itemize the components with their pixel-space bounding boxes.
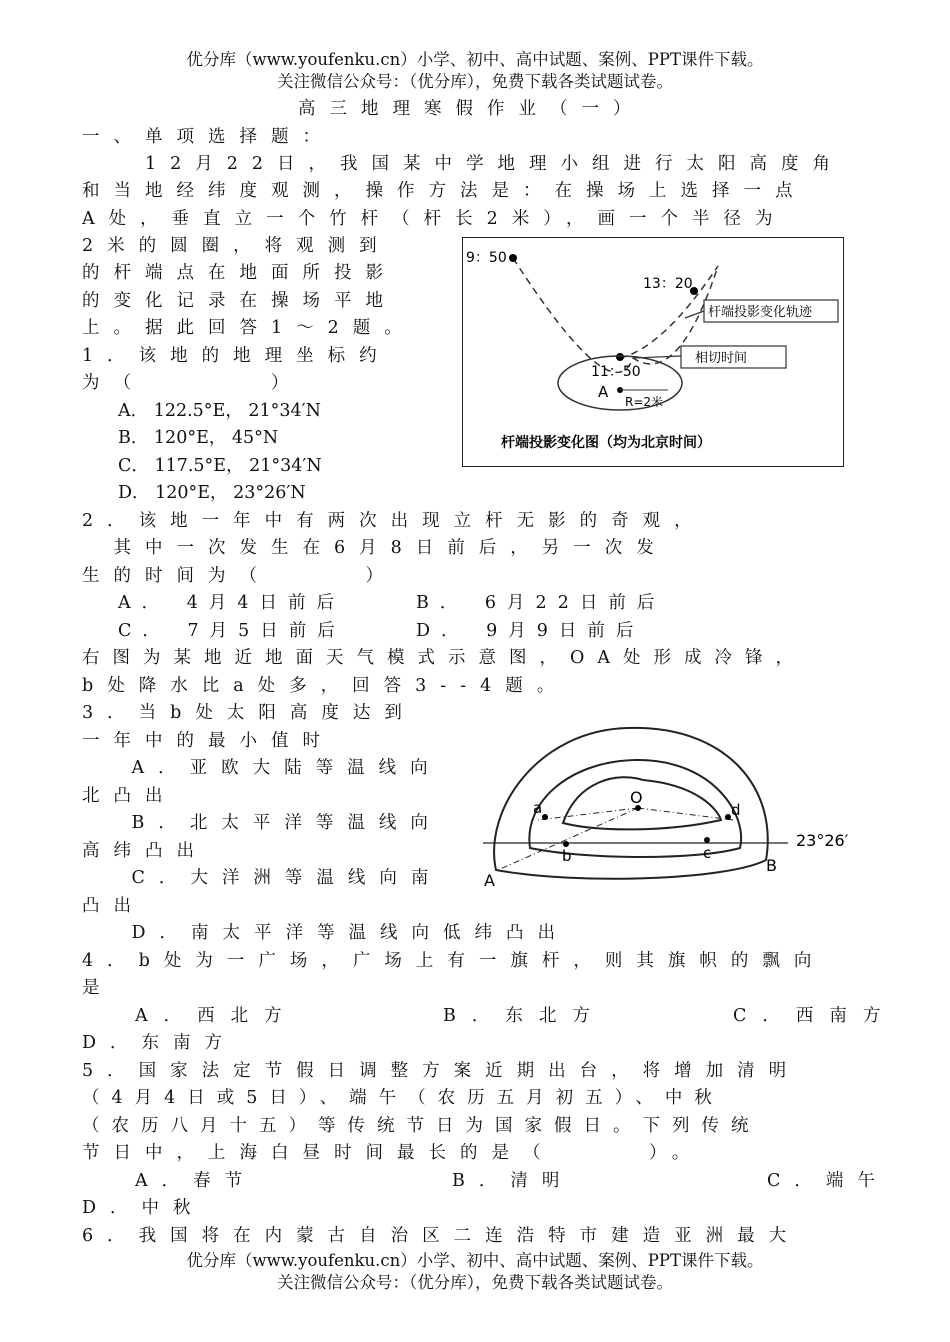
q4-option-a: A．西北方 (135, 1006, 298, 1026)
weather-pattern-figure (478, 720, 898, 890)
q1-stem: 为（ ） (82, 373, 303, 393)
q4-option-b: B．东北方 (443, 1006, 606, 1026)
label-a-small: a (533, 799, 543, 817)
intro-line: 上。据此回答1～2题。 (82, 318, 416, 338)
q4-stem: 4．b处为一广场，广场上有一旗杆，则其旗帜的飘向 (82, 951, 826, 971)
site-header-line-2: 关注微信公众号：（优分库），免费下载各类试题试卷。 (277, 72, 673, 91)
site-footer-line-2: 关注微信公众号：（优分库），免费下载各类试题试卷。 (277, 1273, 673, 1292)
label-o: O (630, 788, 643, 807)
label-A: A (484, 871, 495, 890)
label-b-small: b (562, 847, 572, 865)
q3-option-a: A．亚欧大陆等温线向 (100, 758, 442, 778)
time-label-1320: 13：20 (643, 276, 693, 292)
point-a-label: A (598, 383, 609, 401)
page-title: 高三地理寒假作业（一） (298, 99, 645, 119)
latitude-label: 23°26′ (796, 831, 849, 850)
tangent-callout: 相切时间 (695, 351, 748, 366)
intro-line: 2米的圆圈，将观测到 (82, 236, 391, 256)
point-1150 (616, 353, 624, 361)
q3-option-b: 高纬凸出 (82, 841, 208, 861)
intro-line: 12月22日，我国某中学地理小组进行太阳高度角 (82, 154, 845, 174)
q3-option-c: 凸出 (82, 896, 145, 916)
track-callout: 杆端投影变化轨迹 (708, 305, 813, 320)
shadow-track-figure (462, 237, 844, 467)
intro-line: A处，垂直立一个竹杆（杆长2米），画一个半径为 (82, 209, 787, 229)
intro-line: 和当地经纬度观测，操作方法是：在操场上选择一点 (82, 181, 807, 201)
time-label-1150: 11：50 (591, 364, 641, 380)
label-c-small: c (703, 844, 712, 862)
q5-stem: （4月4日或5日）、端午（农历五月初五）、中秋 (82, 1088, 724, 1108)
figure-caption: 杆端投影变化图（均为北京时间） (501, 435, 711, 451)
intro-line: 的杆端点在地面所投影 (82, 263, 397, 283)
q3-option-a: 北凸出 (82, 786, 177, 806)
q3-option-c: C．大洋洲等温线向南 (100, 868, 443, 888)
q4-option-d: D．东南方 (82, 1033, 237, 1053)
point-0950 (509, 254, 517, 262)
q5-option-a: A．春节 (135, 1171, 257, 1191)
q1-option-b: B． 120°E， 45°N (118, 428, 279, 448)
section-heading: 一、单项选择题： (82, 127, 334, 147)
q3-stem: 一年中的最小值时 (82, 731, 334, 751)
q2-option-a: A． 4月4日前后 (118, 593, 345, 613)
q4-option-c: C．西南方 (733, 1006, 897, 1026)
site-header-line-1: 优分库（www.youfenku.cn）小学、初中、高中试题、案例、PPT课件下载。 (186, 50, 764, 69)
weather-intro: b处降水比a处多，回答3--4题。 (82, 676, 569, 696)
q5-option-c: C．端午 (767, 1171, 889, 1191)
time-label-0950: 9：50 (466, 250, 507, 266)
q2-option-b: B． 6月22日前后 (416, 593, 666, 613)
label-B: B (766, 856, 777, 875)
q5-stem: （农历八月十五）等传统节日为国家假日。下列传统 (82, 1116, 761, 1136)
q4-stem: 是 (82, 978, 114, 998)
q1-option-a: A． 122.5°E， 21°34′N (118, 401, 321, 421)
q2-option-c: C． 7月5日前后 (118, 621, 346, 641)
q5-option-d: D．中秋 (82, 1198, 205, 1218)
q5-stem: 节日中，上海白昼时间最长的是（ ）。 (82, 1143, 704, 1163)
q6-stem: 6．我国将在内蒙古自治区二连浩特市建造亚洲最大 (82, 1226, 801, 1246)
intro-line: 的变化记录在操场平地 (82, 291, 397, 311)
q1-option-c: C． 117.5°E， 21°34′N (118, 456, 322, 476)
q3-option-b: B．北太平洋等温线向 (100, 813, 442, 833)
q2-stem: 生的时间为（ ） (82, 566, 397, 586)
label-d-small: d (731, 801, 741, 819)
q2-option-d: D． 9月9日前后 (416, 621, 645, 641)
q2-stem: 其中一次发生在6月8日前后，另一次发 (82, 538, 668, 558)
q3-stem: 3．当b处太阳高度达到 (82, 703, 416, 723)
site-footer-line-1: 优分库（www.youfenku.cn）小学、初中、高中试题、案例、PPT课件下载。 (186, 1251, 764, 1270)
q5-stem: 5．国家法定节假日调整方案近期出台，将增加清明 (82, 1061, 801, 1081)
q5-option-b: B．清明 (452, 1171, 574, 1191)
q3-option-d: D．南太平洋等温线向低纬凸出 (100, 923, 570, 943)
q1-stem: 1．该地的地理坐标约 (82, 346, 391, 366)
radius-label: R=2米 (625, 395, 664, 409)
weather-intro: 右图为某地近地面天气模式示意图，OA处形成冷锋， (82, 648, 806, 668)
q2-stem: 2．该地一年中有两次出现立杆无影的奇观， (82, 511, 706, 531)
q1-option-d: D． 120°E， 23°26′N (118, 483, 306, 503)
